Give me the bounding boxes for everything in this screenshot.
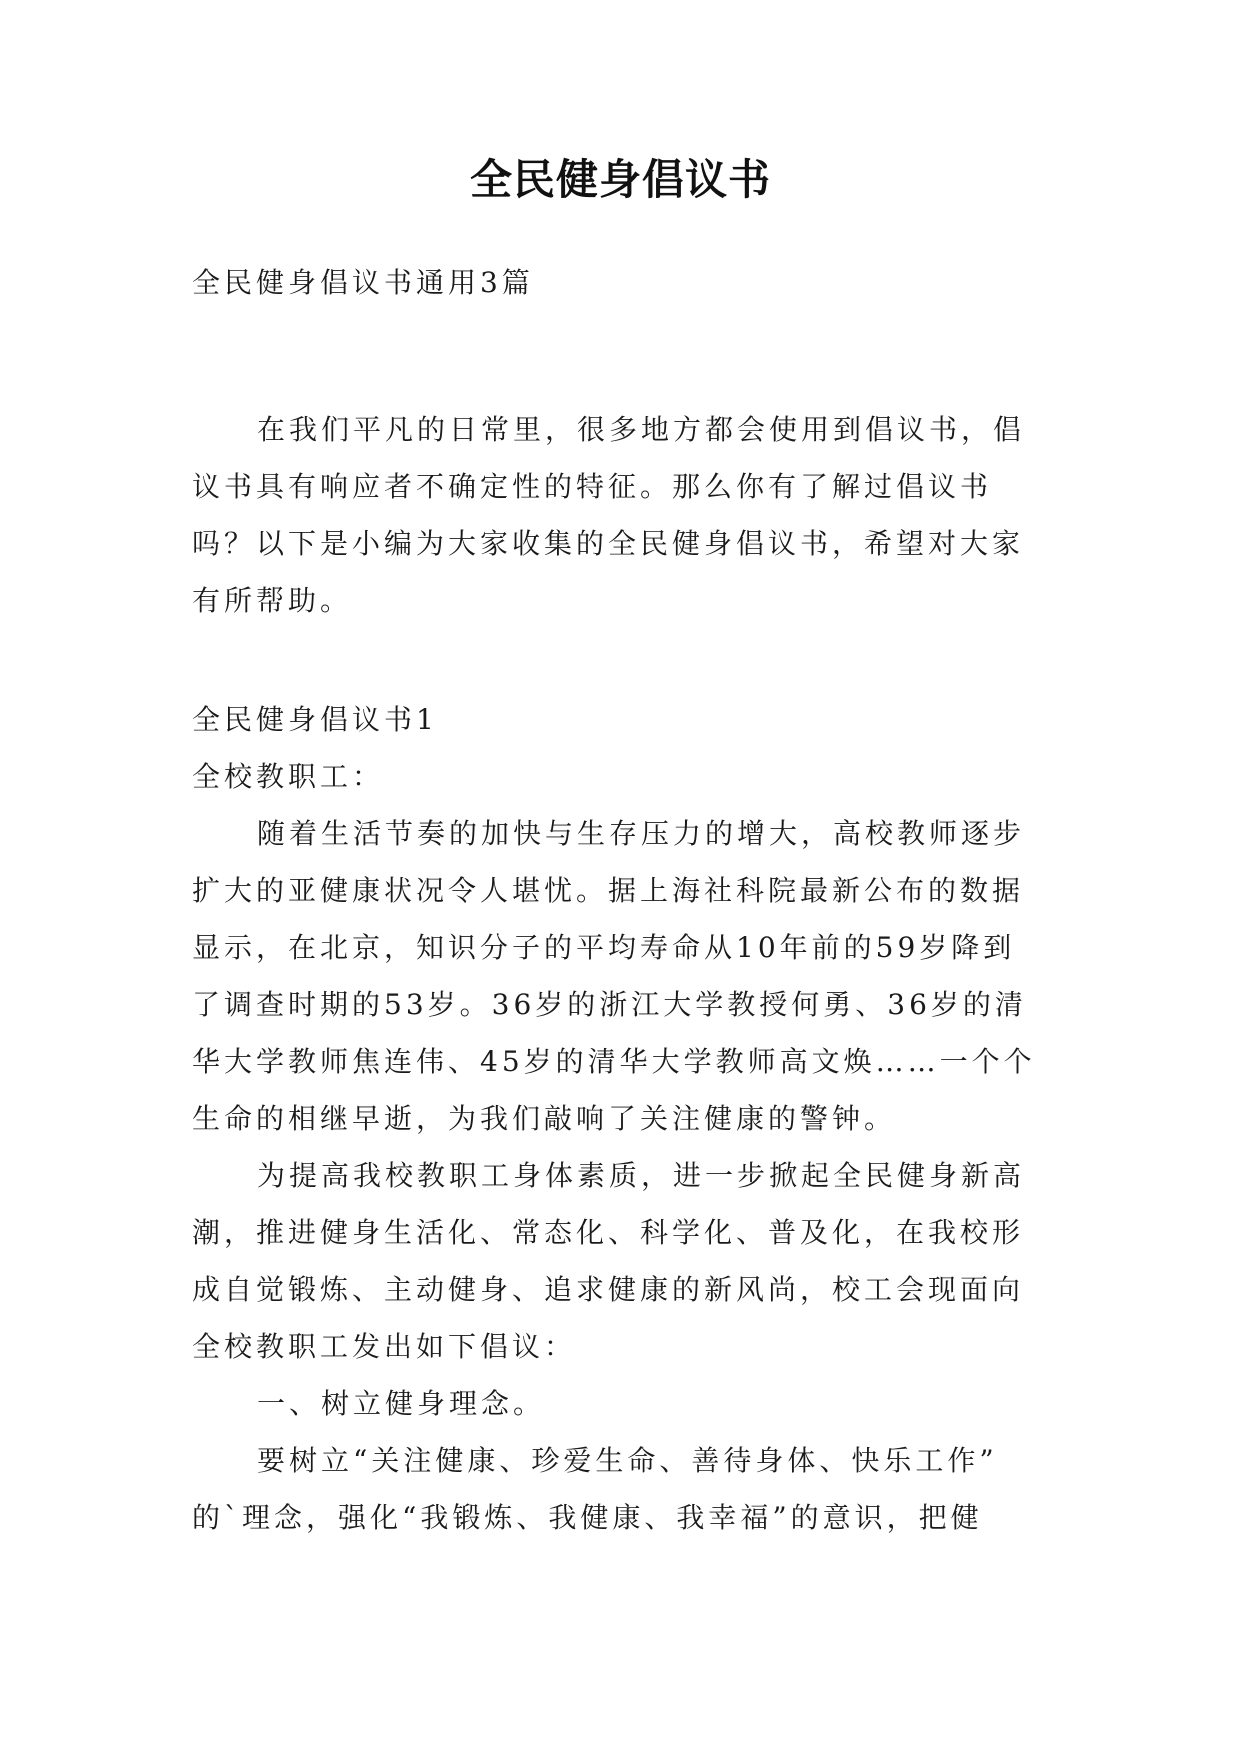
para1-line-5: 华大学教师焦连伟、45岁的清华大学教师高文焕……一个个 (192, 1045, 1036, 1078)
para1-line-1: 随着生活节奏的加快与生存压力的增大，高校教师逐步 (257, 817, 1026, 850)
para2-line-3: 成自觉锻炼、主动健身、追求健康的新风尚，校工会现面向 (192, 1273, 1025, 1306)
para2-line-1: 为提高我校教职工身体素质，进一步掀起全民健身新高 (257, 1159, 1026, 1192)
intro-line-2: 议书具有响应者不确定性的特征。那么你有了解过倡议书 (192, 470, 993, 503)
section1-heading: 全民健身倡议书1 (192, 703, 438, 736)
para3-line-1: 要树立“关注健康、珍爱生命、善待身体、快乐工作” (257, 1444, 998, 1477)
document-title: 全民健身倡议书 (469, 155, 771, 204)
para1-line-3: 显示，在北京，知识分子的平均寿命从10年前的59岁降到 (192, 931, 1016, 964)
para2-line-2: 潮，推进健身生活化、常态化、科学化、普及化，在我校形 (192, 1216, 1025, 1249)
intro-line-3: 吗？以下是小编为大家收集的全民健身倡议书，希望对大家 (192, 527, 1025, 560)
salutation: 全校教职工： (192, 760, 385, 793)
item1-heading: 一、树立健身理念。 (257, 1387, 546, 1420)
document-subtitle: 全民健身倡议书通用3篇 (192, 266, 534, 299)
intro-line-4: 有所帮助。 (192, 584, 353, 617)
para3-line-2: 的`理念，强化“我锻炼、我健康、我幸福”的意识，把健 (192, 1501, 983, 1534)
para2-line-4: 全校教职工发出如下倡议： (192, 1330, 577, 1363)
para1-line-6: 生命的相继早逝，为我们敲响了关注健康的警钟。 (192, 1102, 897, 1135)
para1-line-4: 了调查时期的53岁。36岁的浙江大学教授何勇、36岁的清 (192, 988, 1027, 1021)
intro-line-1: 在我们平凡的日常里，很多地方都会使用到倡议书，倡 (257, 413, 1026, 446)
para1-line-2: 扩大的亚健康状况令人堪忧。据上海社科院最新公布的数据 (192, 874, 1025, 907)
